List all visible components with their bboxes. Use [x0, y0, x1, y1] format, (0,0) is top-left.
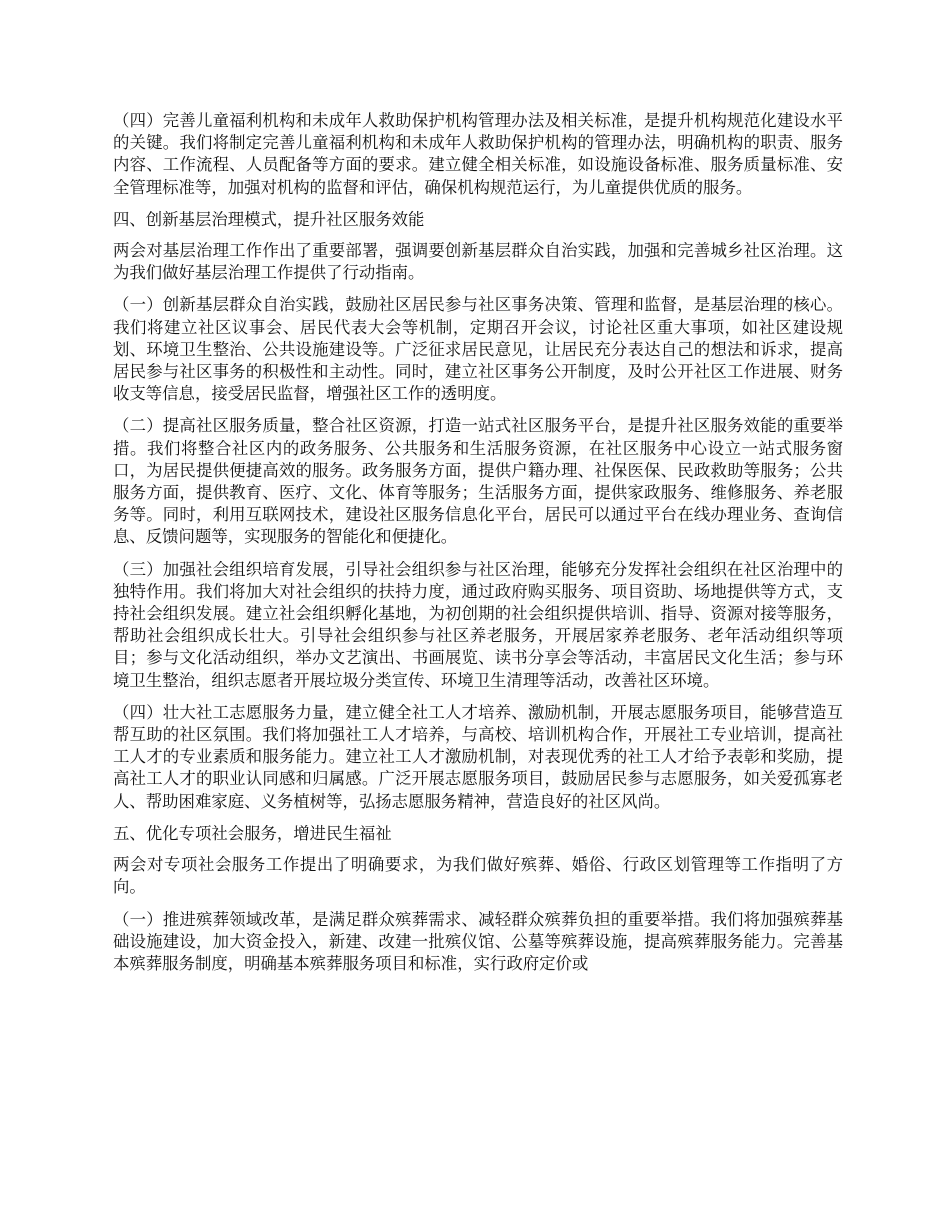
document-page: [113, 110, 843, 985]
paragraph-governance-4: （四）壮大社工志愿服务力量，建立健全社工人才培养、激励机制，开展志愿服务项目，能够营造互帮互助的社区氛围。我们将加强社工人才培养，与高校、培训机构合作，开展社工专业培训，提高社工人才的专业素质和服务能力。建立社工人才激励机制，对表现优秀的社工人才给予表彰和奖励，提高社工人才的职业认同感和归属感。广泛开展志愿服务项目，鼓励居民参与志愿服务，如关爱孤寡老人、帮助困难家庭、义务植树等，弘扬志愿服务精神，营造良好的社区风尚。: [113, 702, 843, 811]
paragraph-governance-1: （一）创新基层群众自治实践，鼓励社区居民参与社区事务决策、管理和监督，是基层治理的核心。我们将建立社区议事会、居民代表大会等机制，定期召开会议，讨论社区重大事项，如社区建设规划、环境卫生整治、公共设施建设等。广泛征求居民意见，让居民充分表达自己的想法和诉求，提高居民参与社区事务的积极性和主动性。同时，建立社区事务公开制度，及时公开社区工作进展、财务收支等信息，接受居民监督，增强社区工作的透明度。: [113, 295, 843, 404]
heading-section-5: 五、优化专项社会服务，增进民生福祉: [113, 823, 392, 843]
paragraph-governance-3: （三）加强社会组织培育发展，引导社会组织参与社区治理，能够充分发挥社会组织在社区治理中的独特作用。我们将加大对社会组织的扶持力度，通过政府购买服务、项目资助、场地提供等方式，支持社会组织发展。建立社会组织孵化基地，为初创期的社会组织提供培训、指导、资源对接等服务，帮助社会组织成长壮大。引导社会组织参与社区养老服务，开展居家养老服务、老年活动组织等项目；参与文化活动组织，举办文艺演出、书画展览、读书分享会等活动，丰富居民文化生活；参与环境卫生整治，组织志愿者开展垃圾分类宣传、环境卫生清理等活动，改善社区环境。: [113, 559, 843, 690]
paragraph-intro-special-services: 两会对专项社会服务工作提出了明确要求，为我们做好殡葬、婚俗、行政区划管理等工作指明了方向。: [113, 855, 843, 897]
paragraph-governance-2: （二）提高社区服务质量，整合社区资源，打造一站式社区服务平台，是提升社区服务效能的重要举措。我们将整合社区内的政务服务、公共服务和生活服务资源，在社区服务中心设立一站式服务窗口，为居民提供便捷高效的服务。政务服务方面，提供户籍办理、社保医保、民政救助等服务；公共服务方面，提供教育、医疗、文化、体育等服务；生活服务方面，提供家政服务、维修服务、养老服务等。同时，利用互联网技术，建设社区服务信息化平台，居民可以通过平台在线办理业务、查询信息、反馈问题等，实现服务的智能化和便捷化。: [113, 416, 843, 547]
paragraph-intro-governance: 两会对基层治理工作作出了重要部署，强调要创新基层群众自治实践，加强和完善城乡社区治理。这为我们做好基层治理工作提供了行动指南。: [113, 241, 843, 283]
paragraph-section-4-4: （四）完善儿童福利机构和未成年人救助保护机构管理办法及相关标准，是提升机构规范化建设水平的关键。我们将制定完善儿童福利机构和未成年人救助保护机构的管理办法，明确机构的职责、服务内容、工作流程、人员配备等方面的要求。建立健全相关标准，如设施设备标准、服务质量标准、安全管理标准等，加强对机构的监督和评估，确保机构规范运行，为儿童提供优质的服务。: [113, 111, 843, 197]
heading-section-4: 四、创新基层治理模式，提升社区服务效能: [113, 209, 425, 229]
paragraph-special-services-1: （一）推进殡葬领域改革，是满足群众殡葬需求、减轻群众殡葬负担的重要举措。我们将加强殡葬基础设施建设，加大资金投入，新建、改建一批殡仪馆、公墓等殡葬设施，提高殡葬服务能力。完善基本殡葬服务制度，明确基本殡葬服务项目和标准，实行政府定价或: [113, 909, 843, 973]
